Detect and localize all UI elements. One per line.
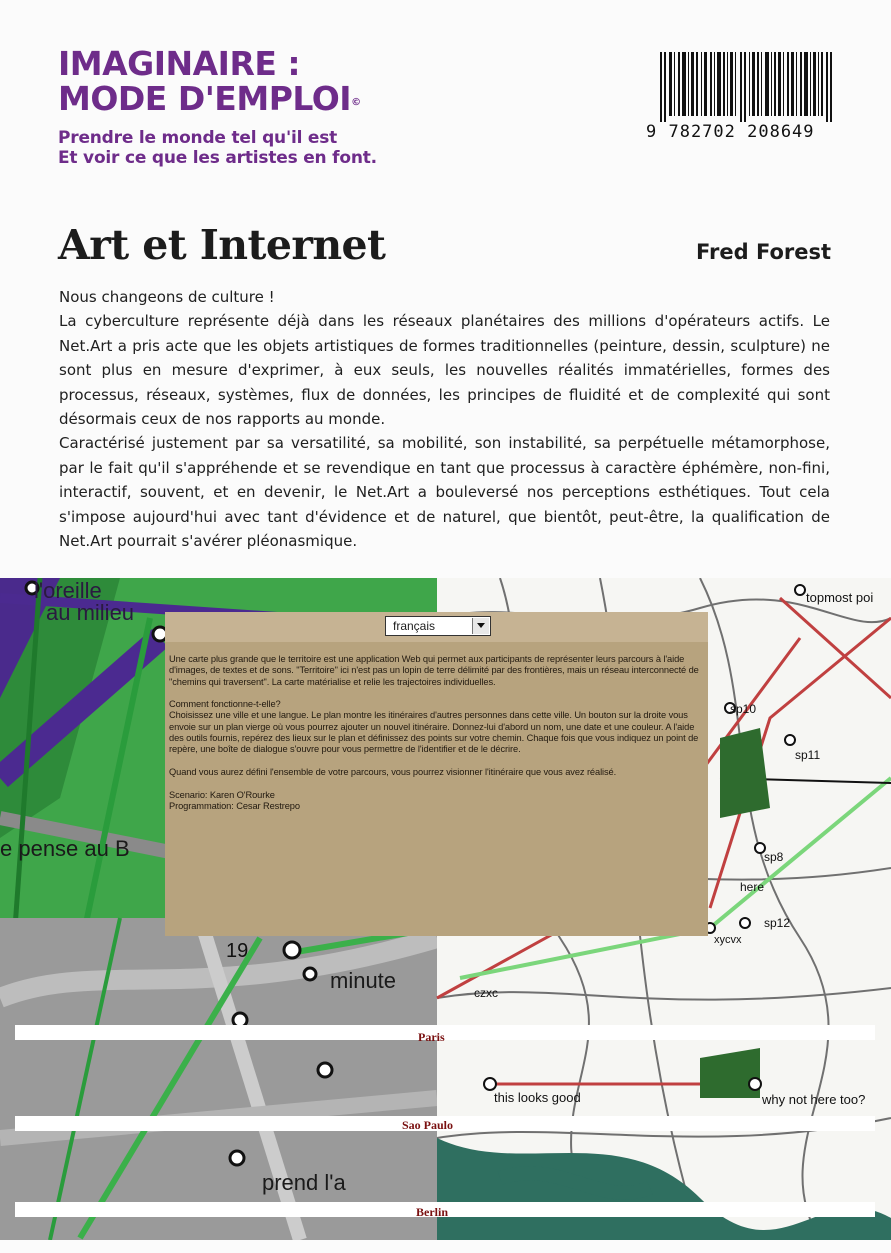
map-label-au-milieu: au milieu <box>46 600 135 625</box>
map-label-prend: prend l'a <box>262 1170 346 1195</box>
instructions-panel <box>165 612 708 936</box>
city-link-berlin[interactable]: Berlin <box>416 1205 448 1219</box>
map-label-this-looks-good: this looks good <box>494 1090 581 1105</box>
blurb-paragraph-1: Nous changeons de culture ! <box>59 288 275 306</box>
city-link-sao-paulo[interactable]: Sao Paulo <box>402 1118 454 1132</box>
credit-programming: Programmation: Cesar Restrepo <box>169 800 300 811</box>
series-tagline-line2: Et voir ce que les artistes en font. <box>58 148 377 168</box>
isbn-number: 9 782702 208649 <box>646 122 815 142</box>
blurb-paragraph-2: La cyberculture représente déjà dans les réseaux planétaires des millions d'opérateurs actifs. Le Net.Art a pris acte que les objets artistiques de formes traditionnelles (peinture, dessin, sculpture) ne sont plus en mesure d'exprimer, à eux seuls, les nouvelles réalités immatérielles, formes des processus, réseaux, systèmes, flux de données, les principes de fluidité et de complexité qui sont désormais ceux de nos rapports au monde. <box>59 312 830 429</box>
map-label-sp10: sp10 <box>730 702 757 716</box>
barcode <box>632 50 842 148</box>
map-label-here-top: here <box>740 880 765 894</box>
city-link-paris[interactable]: Paris <box>418 1030 445 1044</box>
series-title-line1: IMAGINAIRE : <box>58 44 301 83</box>
instructions-question: Comment fonctionne-t-elle? <box>169 699 281 710</box>
instructions-how: Choisissez une ville et une langue. Le plan montre les itinéraires d'autres personnes dans cette ville. Un bouton sur la droite vous envoie sur un plan vierge où vous pourrez ajouter un nouvel itinéraire. Donnez-lui d'abord un nom, une date et une couleur. A l'aide des outils fournis, repérez des lieux sur le plan et définissez des points sur votre chemin. Chaque fois que vous indiquez un point de repère, une boîte de dialogue s'ouvre pour vous permettre de l'identifier et de le décrire. <box>169 710 699 755</box>
map-label-oreille: l'oreille <box>34 578 102 603</box>
copyright-mark: © <box>351 97 361 108</box>
blurb-text <box>59 285 830 553</box>
instructions-intro: Une carte plus grande que le territoire est une application Web qui permet aux participants de représenter leurs parcours à l'aide d'images, de textes et de sons. "Territoire" ici n'est pas un lopin de terre délimité par des frontières, mais un réseau interconnecté de "chemins qui traversent". La carte matérialise et relie les trajectoires individuelles. <box>169 654 699 687</box>
blurb-paragraph-3: Caractérisé justement par sa versatilité, sa mobilité, son instabilité, sa perpétuelle métamorphose, par le fait qu'il s'appréhende et se revendique en tant que processus à caractère éphémère, non-fini, interactif, souvent, et en devenir, le Net.Art a bouleversé nos perceptions esthétiques. Tout cela s'impose aujourd'hui avec tant d'évidence et de naturel, que bientôt, peut-être, la qualification de Net.Art pourrait s'avérer pléonasmique. <box>59 434 830 551</box>
series-block <box>58 46 377 168</box>
language-select[interactable] <box>385 616 491 636</box>
series-tagline-line1: Prendre le monde tel qu'il est <box>58 128 338 148</box>
series-tagline <box>58 128 377 168</box>
map-label-czxc: czxc <box>474 986 498 1000</box>
language-select-value: français <box>393 619 436 633</box>
map-label-sp11: sp11 <box>795 748 821 762</box>
map-label-xycvx: xycvx <box>714 934 742 946</box>
book-title: Art et Internet <box>58 221 386 269</box>
map-label-pense: e pense au B <box>0 836 130 861</box>
barcode-bars <box>660 52 832 122</box>
map-label-why-not-here-too: why not here too? <box>762 1092 866 1107</box>
city-bar-paris[interactable] <box>15 1025 875 1040</box>
cover-image <box>0 578 891 1240</box>
map-label-19: 19 <box>226 940 249 962</box>
map-label-minute: minute <box>330 968 397 993</box>
author-name: Fred Forest <box>696 240 832 264</box>
credit-scenario: Scenario: Karen O'Rourke <box>169 789 275 800</box>
instructions-end: Quand vous aurez défini l'ensemble de votre parcours, vous pourrez visionner l'itinéraire que vous avez réalisé. <box>169 766 617 777</box>
map-label-sp12: sp12 <box>764 916 791 930</box>
map-label-topmost: topmost poi <box>806 590 874 605</box>
map-label-sp8: sp8 <box>764 850 784 864</box>
chevron-down-icon[interactable] <box>472 618 489 634</box>
instructions-text <box>169 654 705 812</box>
series-title <box>58 46 377 116</box>
series-title-line2: MODE D'EMPLOI <box>58 79 352 118</box>
